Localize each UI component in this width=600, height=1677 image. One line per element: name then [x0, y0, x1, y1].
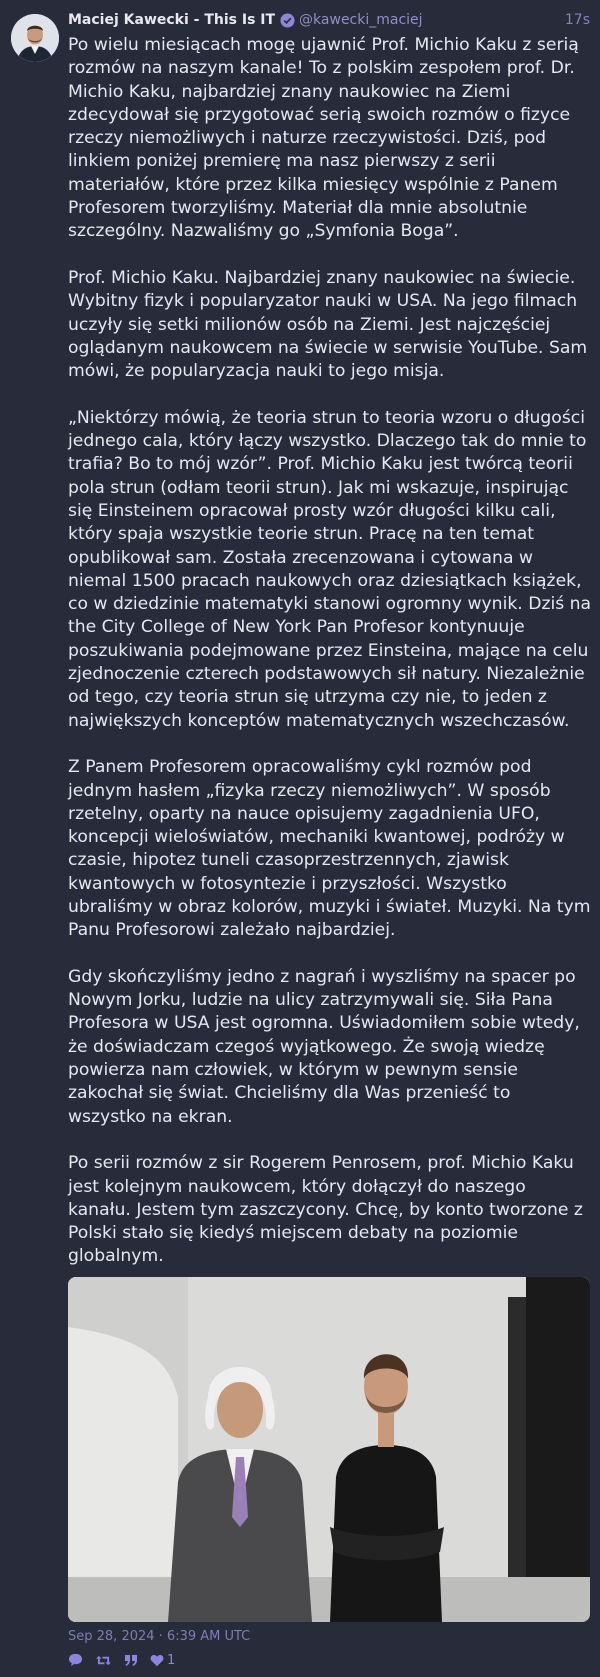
paragraph: Po serii rozmów z sir Rogerem Penrosem, prof. Michio Kaku jest kolejnym naukowcem, który dołączył do naszego kanału. Jestem tym zaszczycony. Chcę, by konto tworzone z Polski stało się kiedyś miejscem debaty na poziomie globalnym.: [68, 1153, 583, 1267]
verified-badge-icon: [280, 13, 295, 28]
heart-icon: [150, 1654, 164, 1667]
avatar-image: [11, 14, 59, 62]
relative-time[interactable]: 17s: [564, 12, 590, 28]
author-handle[interactable]: @kawecki_maciej: [299, 12, 423, 28]
reply-icon: [68, 1653, 83, 1667]
author-display-name[interactable]: Maciej Kawecki - This Is IT: [68, 12, 276, 28]
post-body: [68, 34, 593, 1315]
reply-button[interactable]: [68, 1653, 83, 1667]
photo-two-men: [68, 1277, 590, 1622]
paragraph: Prof. Michio Kaku. Najbardziej znany naukowiec na świecie. Wybitny fizyk i popularyzator nauki w USA. Na jego filmach uczyły się setki milionów osób na Ziemi. Jest najczęściej oglądanym naukowcem na świecie w serwisie YouTube. Sam mówi, że popularyzacja nauki to jego misja.: [68, 267, 588, 382]
post-header: [68, 10, 590, 30]
like-count: 1: [167, 1652, 176, 1668]
retweet-button[interactable]: [95, 1654, 112, 1667]
quote-icon: [124, 1654, 138, 1667]
paragraph: Gdy skończyliśmy jedno z nagrań i wyszliśmy na spacer po Nowym Jorku, ludzie na ulicy zatrzymywali się. Siła Pana Profesora w USA jest ogromna. Uświadomiłem sobie wtedy, że doświadczam czegoś wyjątkowego. Że swoją wiedzę powierza nam człowiek, w którym w pewnym sensie zakochał się świat. Chcieliśmy dla Was przenieść to wszystko na ekran.: [68, 966, 580, 1127]
like-button[interactable]: [150, 1653, 175, 1668]
paragraph: Po wielu miesiącach mogę ujawnić Prof. Michio Kaku z serią rozmów na naszym kanale! To z polskim zespołem prof. Dr. Michio Kaku, najbardziej znany naukowiec na Ziemi zdecydował się przygotować serią swoich rozmów o fizyce rzeczy niemożliwych i naturze rzeczywistości. Dziś, pod linkiem poniżej premierę ma nasz pierwszy z serii materiałów, które przez kilka miesięcy wspólnie z Panem Profesorem tworzyliśmy. Materiał dla mnie absolutnie szczególny. Nazwaliśmy go „Symfonia Boga”.: [68, 35, 579, 242]
paragraph: Z Panem Profesorem opracowaliśmy cykl rozmów pod jednym hasłem „fizyka rzeczy niemożliwych”. W sposób rzetelny, oparty na nauce opisujemy zagadnienia UFO, koncepcji wieloświatów, mechaniki kwantowej, podróży w czasie, hipotez tuneli czasoprzestrzennych, zjawisk kwantowych w fotosyntezie i przyszłości. Wszystko ubraliśmy w obraz kolorów, muzyki i świateł. Muzyki. Na tym Panu Profesorowi zależało najbardziej.: [68, 757, 591, 941]
avatar[interactable]: [11, 14, 59, 62]
post-date[interactable]: Sep 28, 2024 · 6:39 AM UTC: [68, 1629, 251, 1644]
action-bar: [68, 1651, 187, 1669]
retweet-icon: [95, 1654, 112, 1667]
quote-button[interactable]: [124, 1654, 138, 1667]
paragraph: „Niektórzy mówią, że teoria strun to teoria wzoru o długości jednego cala, który łączy wszystko. Dlaczego tak do mnie to trafia? Bo to mój wzór”. Prof. Michio Kaku jest twórcą teorii pola strun (odłam teorii strun). Jak mi wskazuje, inspirując się Einsteinem opracował prosty wzór długości kilku cali, który spaja wszystkie teorie strun. Pracę na ten temat opublikował sam. Została zrecenzowana i cytowana w niemal 1500 pracach naukowych oraz dziesiątkach książek, co w dziedzinie matematyki stanowi ogromny wynik. Dziś na the City College of New York Pan Profesor kontynuuje poszukiwania podejmowane przez Einsteina, mające na celu zjednoczenie czterech podstawowych sił natury. Niezależnie od tego, czy teoria strun się utrzyma czy nie, to jeden z największych konceptów matematycznych wszechczasów.: [68, 407, 592, 731]
post-image[interactable]: [68, 1277, 590, 1622]
